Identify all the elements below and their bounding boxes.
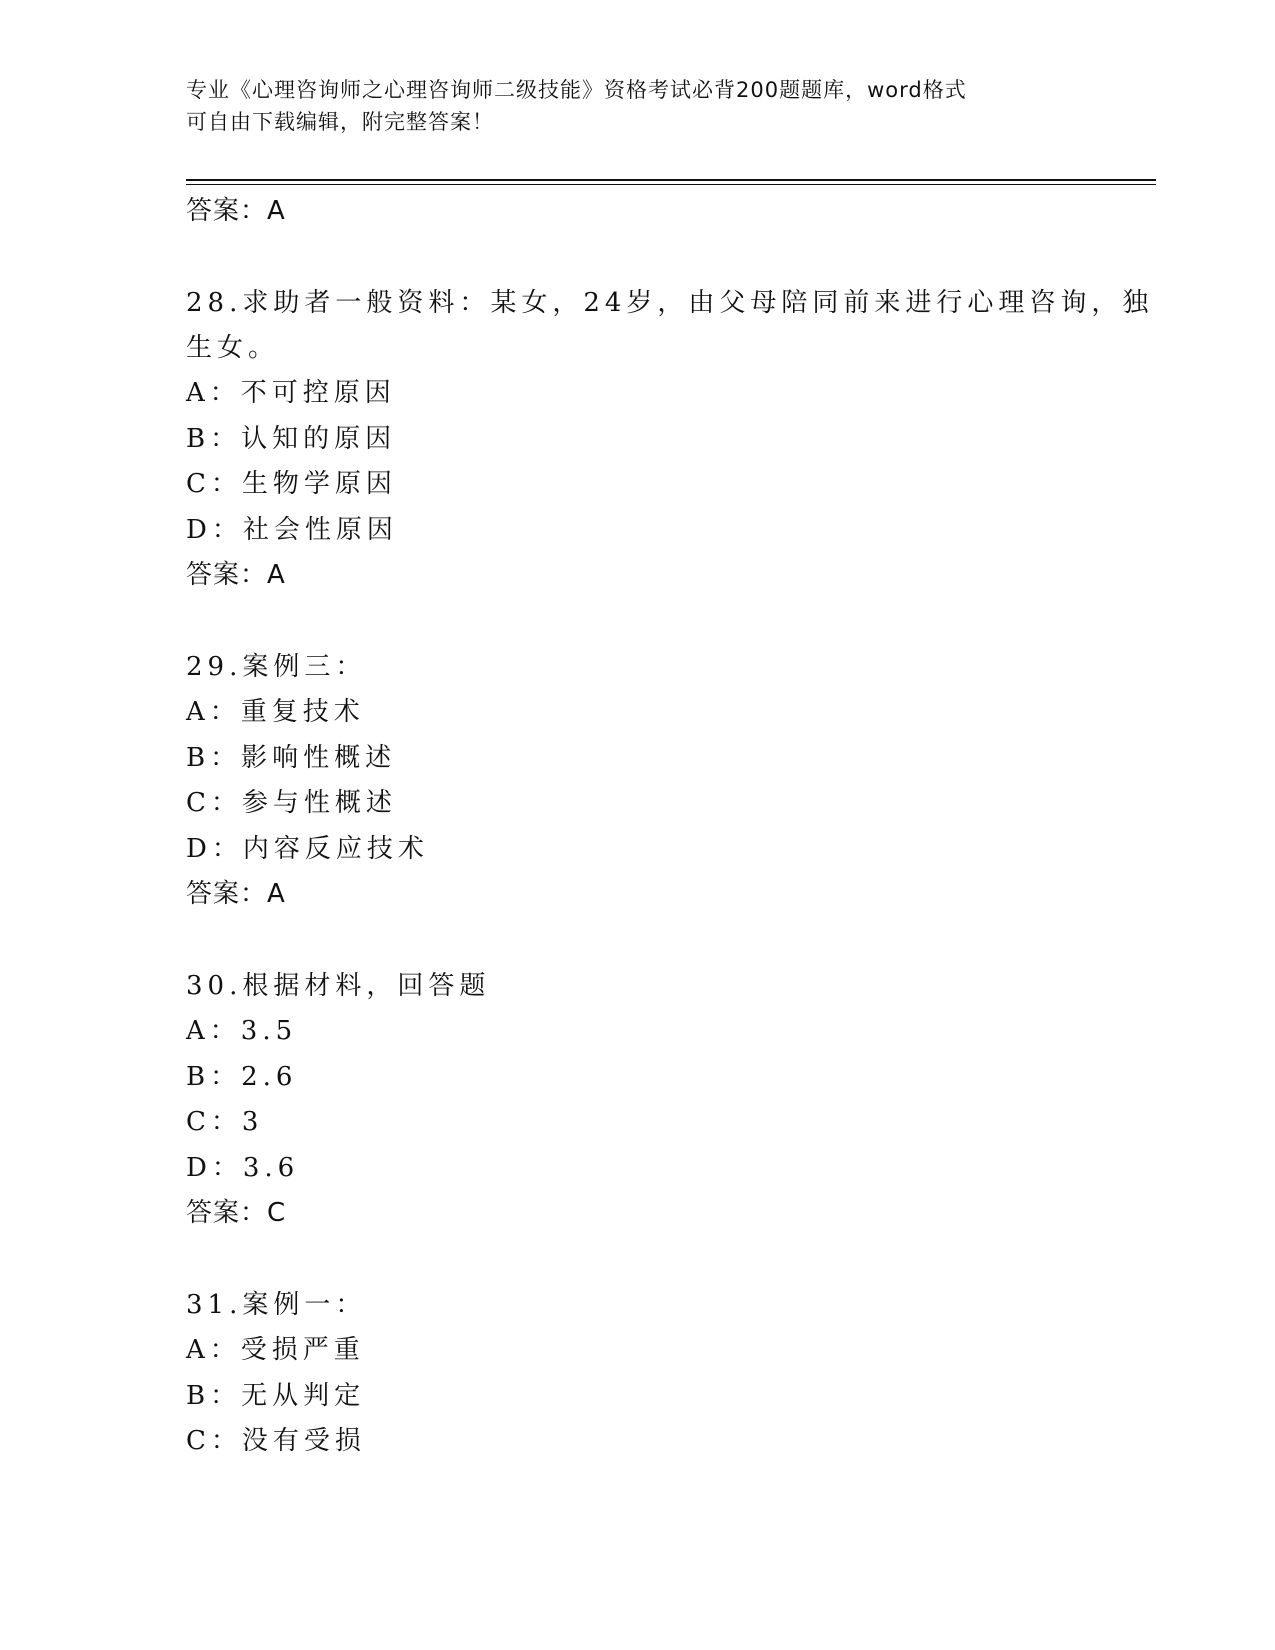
question-31-option-c: C：没有受损 (186, 1426, 366, 1456)
question-list (186, 189, 1154, 1465)
question-28-option-c: C：生物学原因 (186, 469, 397, 499)
question-stem-line: 30.根据材料，回答题 (186, 971, 491, 1001)
question-28-option-d: D：社会性原因 (186, 514, 398, 545)
question-28-option-a: A：不可控原因 (186, 378, 396, 408)
question-stem-line: 28.求助者一般资料：某女，24岁，由父母陪同前来进行心理咨询，独 (186, 288, 1154, 318)
question-29-option-d: D：内容反应技术 (186, 833, 429, 864)
question-stem-line: 31.案例一： (186, 1290, 367, 1320)
document-header (186, 74, 1106, 138)
question-29-option-b: B：影响性概述 (186, 742, 397, 773)
header-divider-thin (186, 184, 1156, 185)
question-30-option-c: C：3 (186, 1107, 264, 1137)
question-30-option-a: A：3.5 (186, 1016, 298, 1046)
question-29-option-c: C：参与性概述 (186, 788, 397, 818)
header-divider-thick (186, 179, 1156, 181)
question-28-stem (186, 281, 1154, 371)
header-title-line-1: 专业《心理咨询师之心理咨询师二级技能》资格考试必背200题题库，word格式 (186, 78, 967, 102)
question-stem-line: 29.案例三： (186, 652, 367, 682)
question-30-option-d: D：3.6 (186, 1152, 300, 1183)
question-29-stem (186, 645, 1086, 690)
question-31-stem (186, 1283, 1086, 1328)
header-title-line-2: 可自由下载编辑，附完整答案！ (186, 110, 494, 134)
question-29-answer: 答案：A (186, 879, 286, 909)
question-stem-line: 生女。 (186, 333, 280, 363)
question-30-stem (186, 964, 1086, 1009)
question-30-answer: 答案：C (186, 1198, 287, 1228)
question-31-option-b: B：无从判定 (186, 1380, 366, 1411)
question-28-answer: 答案：A (186, 560, 286, 590)
question-30-option-b: B：2.6 (186, 1061, 298, 1092)
question-28-option-b: B：认知的原因 (186, 423, 397, 454)
question-31-option-a: A：受损严重 (186, 1335, 365, 1365)
previous-question-answer: 答案：A (186, 196, 286, 226)
question-29-option-a: A：重复技术 (186, 697, 365, 727)
